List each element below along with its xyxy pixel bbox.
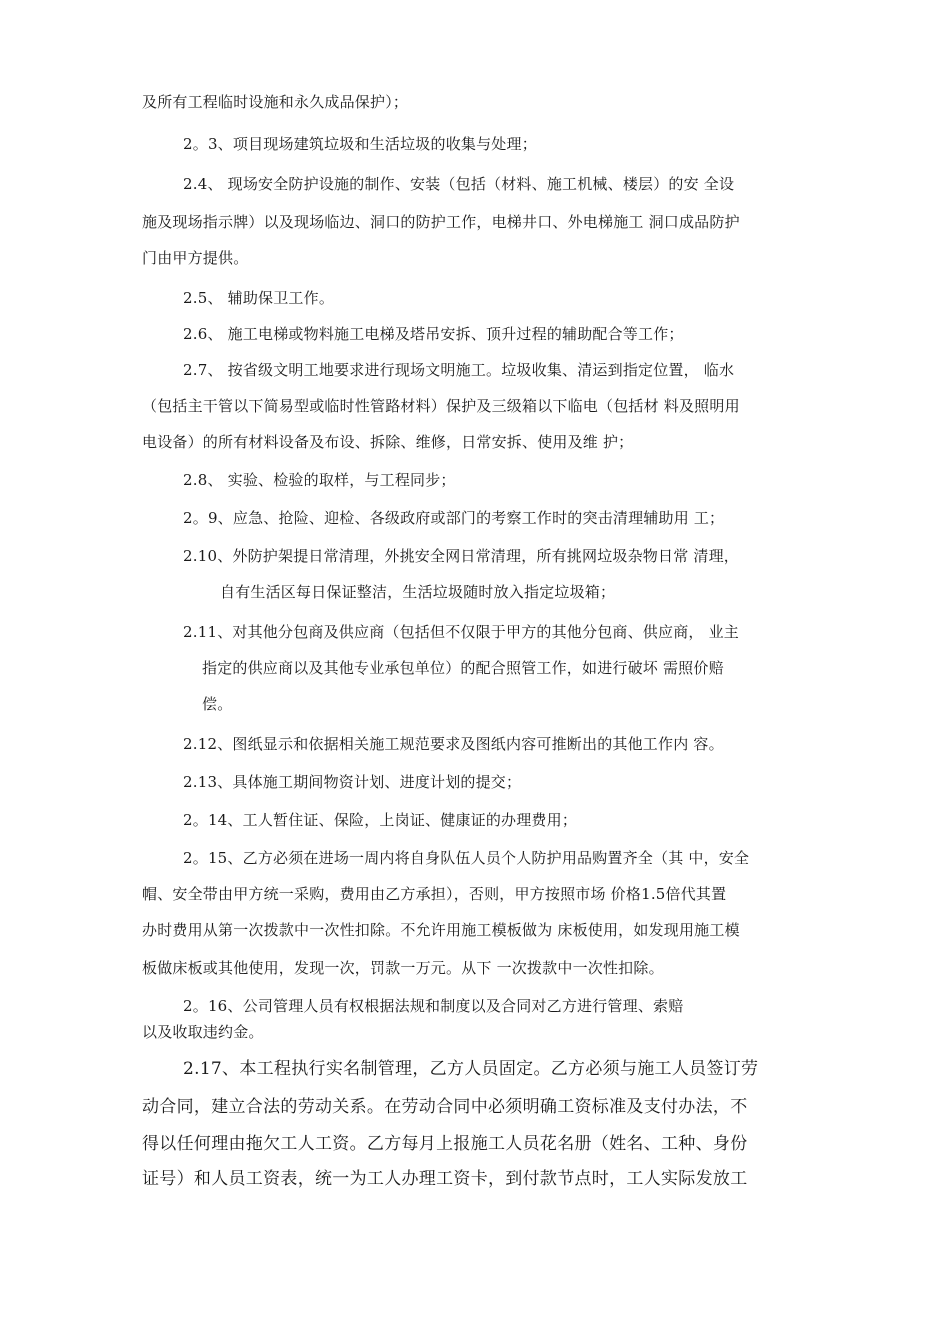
text-line: 2.6、 施工电梯或物料施工电梯及塔吊安拆、顶升过程的辅助配合等工作； [183, 325, 684, 343]
text-line: 电设备）的所有材料设备及布设、拆除、维修，日常安拆、使用及维 护； [142, 433, 634, 451]
text-line: 自有生活区每日保证整洁，生活垃圾随时放入指定垃圾箱； [220, 583, 616, 601]
text-line: 2。15、乙方必须在进场一周内将自身队伍人员个人防护用品购置齐全（其 中，安全 [183, 849, 750, 867]
text-line: 2.17、本工程执行实名制管理，乙方人员固定。乙方必须与施工人员签订劳 [183, 1059, 759, 1079]
text-line: 板做床板或其他使用，发现一次，罚款一万元。从下 一次拨款中一次性扣除。 [142, 959, 664, 977]
text-line: 2。3、项目现场建筑垃圾和生活垃圾的收集与处理； [183, 135, 537, 153]
text-line: 门由甲方提供。 [142, 249, 249, 267]
text-line: 2.7、 按省级文明工地要求进行现场文明施工。垃圾收集、清运到指定位置， 临水 [183, 361, 735, 379]
text-line: （包括主干管以下简易型或临时性管路材料）保护及三级箱以下临电（包括材 料及照明用 [142, 397, 740, 415]
text-line: 偿。 [202, 695, 233, 713]
text-line: 办时费用从第一次拨款中一次性扣除。不允许用施工模板做为 床板使用，如发现用施工模 [142, 921, 740, 939]
text-line: 以及收取违约金。 [142, 1023, 264, 1041]
text-line: 动合同，建立合法的劳动关系。在劳动合同中必须明确工资标准及支付办法，不 [142, 1097, 748, 1117]
text-line: 帽、安全带由甲方统一采购，费用由乙方承担），否则，甲方按照市场 价格1.5倍代其置 [142, 885, 727, 903]
text-line: 2.10、外防护架提日常清理，外挑安全网日常清理，所有挑网垃圾杂物日常 清理， [183, 547, 739, 565]
text-line: 2。16、公司管理人员有权根据法规和制度以及合同对乙方进行管理、索赔 [183, 997, 684, 1015]
text-line: 2.4、 现场安全防护设施的制作、安装（包括（材料、施工机械、楼层）的安 全设 [183, 175, 735, 193]
text-line: 指定的供应商以及其他专业承包单位）的配合照管工作，如进行破坏 需照价赔 [202, 659, 724, 677]
text-line: 2.12、图纸显示和依据相关施工规范要求及图纸内容可推断出的其他工作内 容。 [183, 735, 724, 753]
text-line: 2.5、 辅助保卫工作。 [183, 289, 335, 307]
text-line: 2。14、工人暂住证、保险，上岗证、健康证的办理费用； [183, 811, 578, 829]
text-line: 施及现场指示牌）以及现场临边、洞口的防护工作，电梯井口、外电梯施工 洞口成品防护 [142, 213, 740, 231]
text-line: 2。9、应急、抢险、迎检、各级政府或部门的考察工作时的突击清理辅助用 工； [183, 509, 725, 527]
text-line: 证号）和人员工资表，统一为工人办理工资卡，到付款节点时，工人实际发放工 [142, 1169, 748, 1189]
text-line: 2.11、对其他分包商及供应商（包括但不仅限于甲方的其他分包商、供应商， 业主 [183, 623, 739, 641]
text-line: 2.13、具体施工期间物资计划、进度计划的提交； [183, 773, 522, 791]
text-line: 得以任何理由拖欠工人工资。乙方每月上报施工人员花名册（姓名、工种、身份 [142, 1134, 748, 1154]
text-line: 2.8、 实验、检验的取样，与工程同步； [183, 471, 456, 489]
text-line: 及所有工程临时设施和永久成品保护）； [142, 93, 409, 111]
